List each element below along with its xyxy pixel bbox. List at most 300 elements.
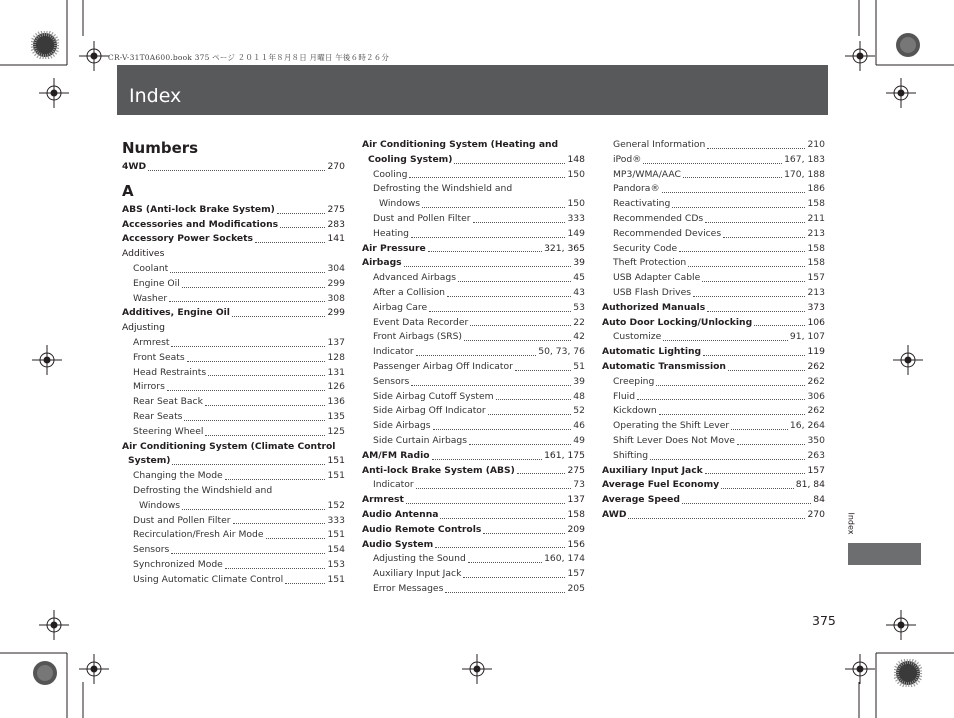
entry-term: Steering Wheel	[133, 425, 204, 437]
dot-leader	[473, 222, 566, 223]
page-reference: 205	[567, 582, 585, 594]
index-subentry	[602, 271, 825, 286]
print-density-circle-icon	[894, 659, 922, 687]
entry-term: Heating	[373, 227, 410, 239]
index-subentry	[122, 262, 345, 277]
print-slug-line: CR-V-31T0A600.book 375 ページ ２０１１年８月８日 月曜日 午後６時２６分	[108, 53, 390, 62]
index-subentry	[602, 227, 825, 242]
index-subentry	[362, 182, 585, 197]
entry-term: Average Fuel Economy	[602, 479, 720, 491]
index-column-2	[362, 138, 585, 597]
entry-term: Dust and Pollen Filter	[373, 212, 471, 224]
dot-leader	[409, 177, 565, 178]
dot-leader	[496, 399, 572, 400]
page-reference: 148	[567, 153, 585, 165]
dot-leader	[280, 227, 325, 228]
page-reference: 160, 174	[544, 553, 585, 565]
entry-term: Theft Protection	[613, 257, 687, 269]
index-entry	[122, 218, 345, 233]
dot-leader	[148, 170, 325, 171]
dot-leader	[169, 301, 325, 302]
dot-leader	[728, 370, 805, 371]
dot-leader	[182, 509, 325, 510]
entry-term: Washer	[133, 292, 168, 304]
index-subentry	[122, 366, 345, 381]
entry-term: AM/FM Radio	[362, 449, 430, 461]
index-subentry	[602, 419, 825, 434]
dot-leader	[731, 429, 788, 430]
page-reference: 157	[807, 272, 825, 284]
page-reference: 128	[327, 351, 345, 363]
index-subentry	[122, 292, 345, 307]
dot-leader	[416, 488, 572, 489]
entry-term: Automatic Lighting	[602, 346, 702, 358]
dot-leader	[205, 405, 326, 406]
entry-term: Creeping	[613, 375, 655, 387]
page-reference: 186	[807, 183, 825, 195]
page-reference: 135	[327, 410, 345, 422]
entry-term: Pandora®	[613, 183, 660, 195]
dot-leader	[723, 237, 805, 238]
page-reference: 50, 73, 76	[538, 346, 585, 358]
entry-term: Shifting	[613, 449, 649, 461]
dot-leader	[233, 523, 326, 524]
dot-leader	[182, 287, 326, 288]
page-reference: 49	[573, 434, 585, 446]
page-reference: 84	[813, 494, 825, 506]
index-entry	[602, 478, 825, 493]
index-entry	[362, 153, 585, 168]
dot-leader	[170, 272, 325, 273]
page-reference: 39	[573, 257, 585, 269]
index-subentry	[122, 336, 345, 351]
page-reference: 209	[567, 523, 585, 535]
registration-target-icon	[886, 610, 916, 640]
index-section-heading: A	[122, 181, 134, 200]
entry-term: Reactivating	[613, 198, 671, 210]
entry-term: MP3/WMA/AAC	[613, 168, 681, 180]
index-subentry	[602, 375, 825, 390]
side-tab-label: Index	[846, 512, 856, 535]
dot-leader	[683, 177, 782, 178]
entry-term: Coolant	[133, 262, 169, 274]
entry-term: Side Airbags	[373, 420, 431, 432]
entry-term: Dust and Pollen Filter	[133, 514, 231, 526]
index-entry	[122, 203, 345, 218]
index-subentry	[362, 404, 585, 419]
index-subentry	[362, 168, 585, 183]
index-entry	[602, 345, 825, 360]
page-reference: 306	[807, 390, 825, 402]
index-subentry	[362, 552, 585, 567]
dot-leader	[172, 464, 325, 465]
index-subentry	[362, 345, 585, 360]
index-entry	[122, 232, 345, 247]
page-reference: 53	[573, 301, 585, 313]
entry-term: Airbag Care	[373, 301, 428, 313]
dot-leader	[663, 340, 788, 341]
index-subentry	[602, 390, 825, 405]
index-entry	[602, 360, 825, 375]
page-reference: 126	[327, 381, 345, 393]
index-entry	[602, 464, 825, 479]
entry-term: Accessory Power Sockets	[122, 233, 254, 245]
index-subentry	[362, 582, 585, 597]
page-reference: 81, 84	[795, 479, 825, 491]
index-subentry	[602, 242, 825, 257]
entry-term: General Information	[613, 139, 706, 150]
index-subentry	[122, 380, 345, 395]
index-subentry	[362, 567, 585, 582]
entry-term: Operating the Shift Lever	[613, 420, 730, 432]
dot-leader	[517, 473, 566, 474]
page-reference: 167, 183	[784, 153, 825, 165]
entry-term: Armrest	[362, 494, 404, 506]
entry-term: Air Conditioning System (Heating and	[362, 139, 559, 150]
index-subentry	[362, 434, 585, 449]
entry-term: Air Conditioning System (Climate Control	[122, 440, 336, 452]
index-entry	[602, 301, 825, 316]
index-entry	[122, 160, 345, 175]
dot-leader	[266, 538, 326, 539]
dot-leader	[255, 242, 325, 243]
entry-term: Side Curtain Airbags	[373, 434, 468, 446]
entry-term: Changing the Mode	[133, 470, 223, 482]
dot-leader	[411, 237, 565, 238]
entry-term: Adjusting the Sound	[373, 553, 466, 565]
page-reference: 158	[807, 198, 825, 210]
index-subentry	[602, 212, 825, 227]
index-subentry	[362, 390, 585, 405]
print-density-circle-icon	[31, 31, 59, 59]
registration-target-icon	[845, 41, 875, 71]
entry-term: Rear Seats	[133, 410, 183, 422]
dot-leader	[277, 213, 326, 214]
page-reference: 333	[567, 212, 585, 224]
page-reference: 119	[807, 346, 825, 358]
entry-term: USB Adapter Cable	[613, 272, 701, 284]
page-reference: 137	[327, 336, 345, 348]
index-entry	[122, 247, 345, 262]
page-reference: 150	[567, 198, 585, 210]
dot-leader	[693, 296, 805, 297]
index-column-1	[122, 138, 345, 588]
page-reference: 106	[807, 316, 825, 328]
dot-leader	[470, 325, 571, 326]
dot-leader	[662, 192, 806, 193]
dot-leader	[285, 583, 325, 584]
dot-leader	[440, 518, 565, 519]
page-reference: 48	[573, 390, 585, 402]
print-density-circle-icon	[894, 31, 922, 59]
page-reference: 45	[573, 272, 585, 284]
entry-term: Kickdown	[613, 405, 657, 417]
page-title: Index	[129, 85, 182, 107]
dot-leader	[406, 503, 566, 504]
index-entry	[362, 523, 585, 538]
entry-term: Engine Oil	[133, 277, 180, 289]
dot-leader	[171, 346, 325, 347]
index-subentry	[362, 197, 585, 212]
entry-term: Auxiliary Input Jack	[373, 568, 462, 580]
dot-leader	[707, 148, 805, 149]
dot-leader	[167, 390, 326, 391]
index-entry	[122, 306, 345, 321]
entry-term: Air Pressure	[362, 242, 426, 254]
page-reference: 210	[807, 139, 825, 150]
dot-leader	[187, 361, 326, 362]
entry-term: Side Airbag Cutoff System	[373, 390, 494, 402]
dot-leader	[468, 562, 542, 563]
dot-leader	[672, 207, 805, 208]
entry-term: Sensors	[373, 375, 410, 387]
index-subentry	[362, 316, 585, 331]
dot-leader	[628, 518, 805, 519]
index-section-heading: Numbers	[122, 139, 199, 157]
page-reference: 262	[807, 375, 825, 387]
dot-leader	[488, 414, 572, 415]
index-subentry	[362, 301, 585, 316]
index-subentry	[362, 330, 585, 345]
page-reference: 213	[807, 227, 825, 239]
page-reference: 153	[327, 558, 345, 570]
dot-leader	[643, 163, 782, 164]
entry-term: USB Flash Drives	[613, 286, 692, 298]
entry-term: Windows	[379, 198, 421, 210]
entry-term: AWD	[602, 508, 627, 520]
page-reference: 213	[807, 286, 825, 298]
index-entry	[122, 321, 345, 336]
entry-term: Auxiliary Input Jack	[602, 464, 703, 476]
dot-leader	[454, 163, 565, 164]
index-subentry	[602, 182, 825, 197]
entry-term: Recommended CDs	[613, 212, 704, 224]
page-reference: 152	[327, 499, 345, 511]
index-subentry	[602, 330, 825, 345]
page-reference: 350	[807, 434, 825, 446]
index-subentry	[122, 425, 345, 440]
page-reference: 52	[573, 405, 585, 417]
page-reference: 39	[573, 375, 585, 387]
entry-term: Armrest	[133, 336, 170, 348]
page-reference: 149	[567, 227, 585, 239]
registration-target-icon	[886, 78, 916, 108]
page-reference: 275	[327, 203, 345, 215]
page-reference: 299	[327, 307, 345, 319]
dot-leader	[515, 370, 571, 371]
dot-leader	[469, 444, 571, 445]
index-subentry	[362, 286, 585, 301]
entry-term: Automatic Transmission	[602, 360, 726, 372]
index-entry	[362, 493, 585, 508]
index-subentry	[362, 212, 585, 227]
index-subentry	[122, 528, 345, 543]
dot-leader	[458, 281, 571, 282]
page-reference: 373	[807, 301, 825, 313]
dot-leader	[184, 420, 325, 421]
entry-term: Synchronized Mode	[133, 558, 223, 570]
page-reference: 158	[807, 242, 825, 254]
entry-term: Average Speed	[602, 494, 680, 506]
page-reference: 43	[573, 286, 585, 298]
dot-leader	[428, 251, 542, 252]
index-entry	[602, 493, 825, 508]
index-subentry	[362, 375, 585, 390]
index-subentry	[122, 514, 345, 529]
side-tab	[848, 543, 921, 565]
index-entry	[362, 538, 585, 553]
registration-target-icon	[39, 78, 69, 108]
index-subentry	[602, 434, 825, 449]
page-reference: 161, 175	[544, 449, 585, 461]
page-reference: 299	[327, 277, 345, 289]
index-entry	[122, 454, 345, 469]
print-density-circle-icon	[31, 659, 59, 687]
index-subentry	[602, 256, 825, 271]
entry-term: Defrosting the Windshield and	[373, 183, 513, 195]
page-reference: 151	[327, 529, 345, 541]
index-entry	[362, 508, 585, 523]
entry-term: ABS (Anti-lock Brake System)	[122, 203, 275, 215]
page-reference: 304	[327, 262, 345, 274]
index-subentry	[362, 271, 585, 286]
index-subentry	[362, 360, 585, 375]
page-reference: 154	[327, 544, 345, 556]
page-reference: 151	[327, 455, 345, 467]
entry-term: Auto Door Locking/Unlocking	[602, 316, 753, 328]
entry-term: Additives, Engine Oil	[122, 307, 230, 319]
index-entry	[362, 138, 585, 153]
index-subentry	[122, 469, 345, 484]
entry-term: System)	[128, 455, 171, 467]
entry-term: Using Automatic Climate Control	[133, 573, 284, 585]
entry-term: After a Collision	[373, 286, 446, 298]
page-reference: 158	[807, 257, 825, 269]
index-subentry	[122, 499, 345, 514]
entry-term: Recommended Devices	[613, 227, 722, 239]
page-reference: 262	[807, 405, 825, 417]
registration-target-icon	[845, 654, 875, 684]
dot-leader	[411, 385, 571, 386]
page-reference: 125	[327, 425, 345, 437]
dot-leader	[702, 281, 805, 282]
index-subentry	[122, 395, 345, 410]
page-reference: 270	[327, 161, 345, 172]
dot-leader	[232, 316, 326, 317]
dot-leader	[721, 488, 794, 489]
entry-term: Recirculation/Fresh Air Mode	[133, 529, 264, 541]
dot-leader	[483, 533, 565, 534]
dot-leader	[435, 547, 565, 548]
index-subentry	[362, 419, 585, 434]
dot-leader	[225, 568, 326, 569]
entry-term: Shift Lever Does Not Move	[613, 434, 735, 446]
page-reference: 91, 107	[789, 331, 825, 343]
dot-leader	[463, 577, 565, 578]
index-subentry	[362, 478, 585, 493]
dot-leader	[208, 375, 325, 376]
page-reference: 73	[573, 479, 585, 491]
entry-term: Cooling	[373, 168, 408, 180]
dot-leader	[447, 296, 571, 297]
page-reference: 42	[573, 331, 585, 343]
index-subentry	[602, 138, 825, 153]
page-reference: 151	[327, 573, 345, 585]
entry-term: Side Airbag Off Indicator	[373, 405, 486, 417]
dot-leader	[445, 592, 565, 593]
page-reference: 51	[573, 360, 585, 372]
dot-leader	[225, 479, 326, 480]
dot-leader	[464, 340, 571, 341]
page-reference: 136	[327, 396, 345, 408]
entry-term: Airbags	[362, 257, 402, 269]
page-reference: 158	[567, 508, 585, 520]
page-reference: 275	[567, 464, 585, 476]
entry-term: Customize	[613, 331, 662, 343]
title-bar	[117, 65, 828, 115]
entry-term: Front Seats	[133, 351, 185, 363]
index-entry	[362, 242, 585, 257]
dot-leader	[688, 266, 805, 267]
entry-term: Audio System	[362, 538, 434, 550]
index-subentry	[602, 404, 825, 419]
entry-term: Anti-lock Brake System (ABS)	[362, 464, 515, 476]
dot-leader	[433, 429, 572, 430]
page-reference: 170, 188	[784, 168, 825, 180]
page-reference: 151	[327, 470, 345, 482]
dot-leader	[432, 459, 543, 460]
entry-term: Audio Remote Controls	[362, 523, 482, 535]
index-subentry	[602, 168, 825, 183]
dot-leader	[404, 266, 572, 267]
entry-term: Passenger Airbag Off Indicator	[373, 360, 513, 372]
page-reference: 156	[567, 538, 585, 550]
page-reference: 16, 264	[789, 420, 825, 432]
dot-leader	[205, 435, 325, 436]
dot-leader	[707, 311, 805, 312]
index-subentry	[602, 153, 825, 168]
dot-leader	[754, 325, 805, 326]
dot-leader	[705, 473, 806, 474]
page-reference: 131	[327, 366, 345, 378]
entry-term: Mirrors	[133, 381, 165, 393]
entry-term: Defrosting the Windshield and	[133, 484, 273, 496]
registration-target-icon	[79, 41, 109, 71]
entry-term: Additives	[122, 248, 165, 260]
dot-leader	[679, 251, 805, 252]
entry-term: Security Code	[613, 242, 678, 254]
page-reference: 157	[567, 568, 585, 580]
entry-term: 4WD	[122, 161, 147, 172]
registration-target-icon	[32, 345, 62, 375]
page-reference: 321, 365	[544, 242, 585, 254]
registration-target-icon	[462, 654, 492, 684]
index-entry	[362, 449, 585, 464]
page-reference: 263	[807, 449, 825, 461]
page-reference: 46	[573, 420, 585, 432]
index-entry	[122, 440, 345, 455]
index-subentry	[122, 410, 345, 425]
entry-term: Windows	[139, 499, 181, 511]
page-reference: 22	[573, 316, 585, 328]
index-entry	[362, 256, 585, 271]
dot-leader	[703, 355, 805, 356]
entry-term: Rear Seat Back	[133, 396, 203, 408]
page-reference: 270	[807, 508, 825, 520]
page-number: 375	[812, 613, 836, 628]
dot-leader	[650, 459, 805, 460]
index-entry	[362, 464, 585, 479]
